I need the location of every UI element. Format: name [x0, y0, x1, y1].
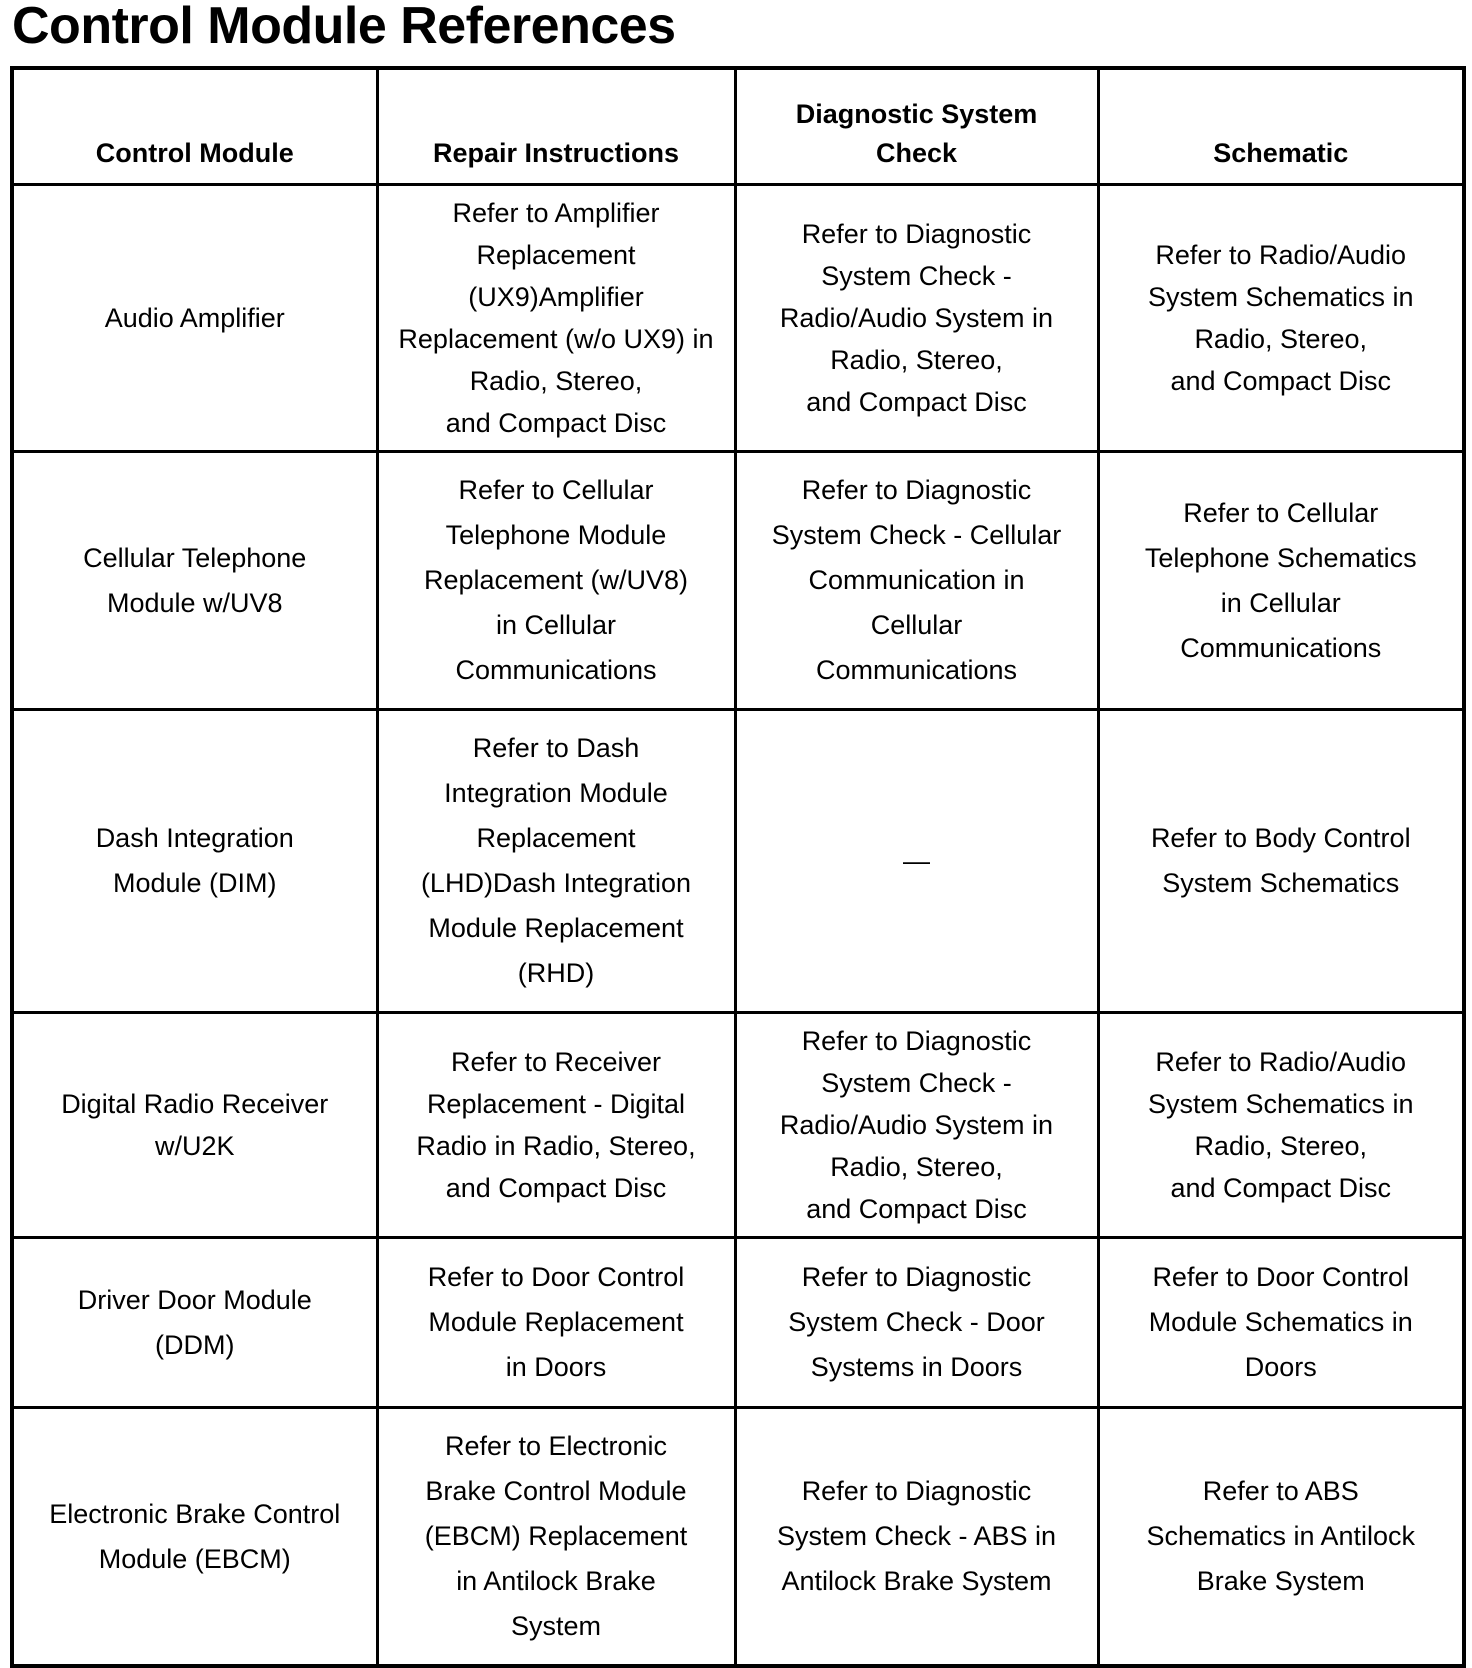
cell-control-module: Digital Radio Receiver w/U2K [12, 1013, 377, 1238]
page-title: Control Module References [12, 0, 676, 55]
table-row [12, 1408, 1464, 1667]
cell-control-module: Audio Amplifier [12, 185, 377, 452]
cell-schematic: Refer to ABS Schematics in Antilock Brake System [1098, 1408, 1464, 1667]
cell-control-module: Cellular Telephone Module w/UV8 [12, 452, 377, 710]
cell-diagnostic-system-check: Refer to Diagnostic System Check - Cellular Communication in Cellular Communications [735, 452, 1098, 710]
table-header-row [12, 68, 1464, 185]
control-module-references-table [10, 66, 1466, 1668]
cell-repair-instructions: Refer to Cellular Telephone Module Replacement (w/UV8) in Cellular Communications [377, 452, 735, 710]
table-row [12, 1013, 1464, 1238]
cell-diagnostic-system-check: Refer to Diagnostic System Check - Radio/Audio System in Radio, Stereo, and Compact Disc [735, 1013, 1098, 1238]
cell-repair-instructions: Refer to Receiver Replacement - Digital Radio in Radio, Stereo, and Compact Disc [377, 1013, 735, 1238]
cell-control-module: Driver Door Module (DDM) [12, 1238, 377, 1408]
table-row [12, 452, 1464, 710]
cell-schematic: Refer to Radio/Audio System Schematics in Radio, Stereo, and Compact Disc [1098, 1013, 1464, 1238]
header-diagnostic-system-check: Diagnostic System Check [735, 68, 1098, 185]
cell-control-module: Dash Integration Module (DIM) [12, 710, 377, 1013]
header-control-module: Control Module [12, 68, 377, 185]
table-row [12, 710, 1464, 1013]
header-repair-instructions: Repair Instructions [377, 68, 735, 185]
cell-repair-instructions: Refer to Electronic Brake Control Module (EBCM) Replacement in Antilock Brake System [377, 1408, 735, 1667]
cell-diagnostic-system-check: Refer to Diagnostic System Check - ABS in Antilock Brake System [735, 1408, 1098, 1667]
cell-repair-instructions: Refer to Door Control Module Replacement in Doors [377, 1238, 735, 1408]
table-row [12, 1238, 1464, 1408]
cell-repair-instructions: Refer to Amplifier Replacement (UX9)Amplifier Replacement (w/o UX9) in Radio, Stereo, and Compact Disc [377, 185, 735, 452]
header-schematic: Schematic [1098, 68, 1464, 185]
table-row [12, 185, 1464, 452]
cell-schematic: Refer to Radio/Audio System Schematics in Radio, Stereo, and Compact Disc [1098, 185, 1464, 452]
cell-control-module: Electronic Brake Control Module (EBCM) [12, 1408, 377, 1667]
cell-diagnostic-system-check: Refer to Diagnostic System Check - Door Systems in Doors [735, 1238, 1098, 1408]
cell-diagnostic-system-check: — [735, 710, 1098, 1013]
cell-schematic: Refer to Door Control Module Schematics in Doors [1098, 1238, 1464, 1408]
cell-diagnostic-system-check: Refer to Diagnostic System Check - Radio/Audio System in Radio, Stereo, and Compact Disc [735, 185, 1098, 452]
cell-repair-instructions: Refer to Dash Integration Module Replacement (LHD)Dash Integration Module Replacement (RHD) [377, 710, 735, 1013]
cell-schematic: Refer to Body Control System Schematics [1098, 710, 1464, 1013]
cell-schematic: Refer to Cellular Telephone Schematics in Cellular Communications [1098, 452, 1464, 710]
